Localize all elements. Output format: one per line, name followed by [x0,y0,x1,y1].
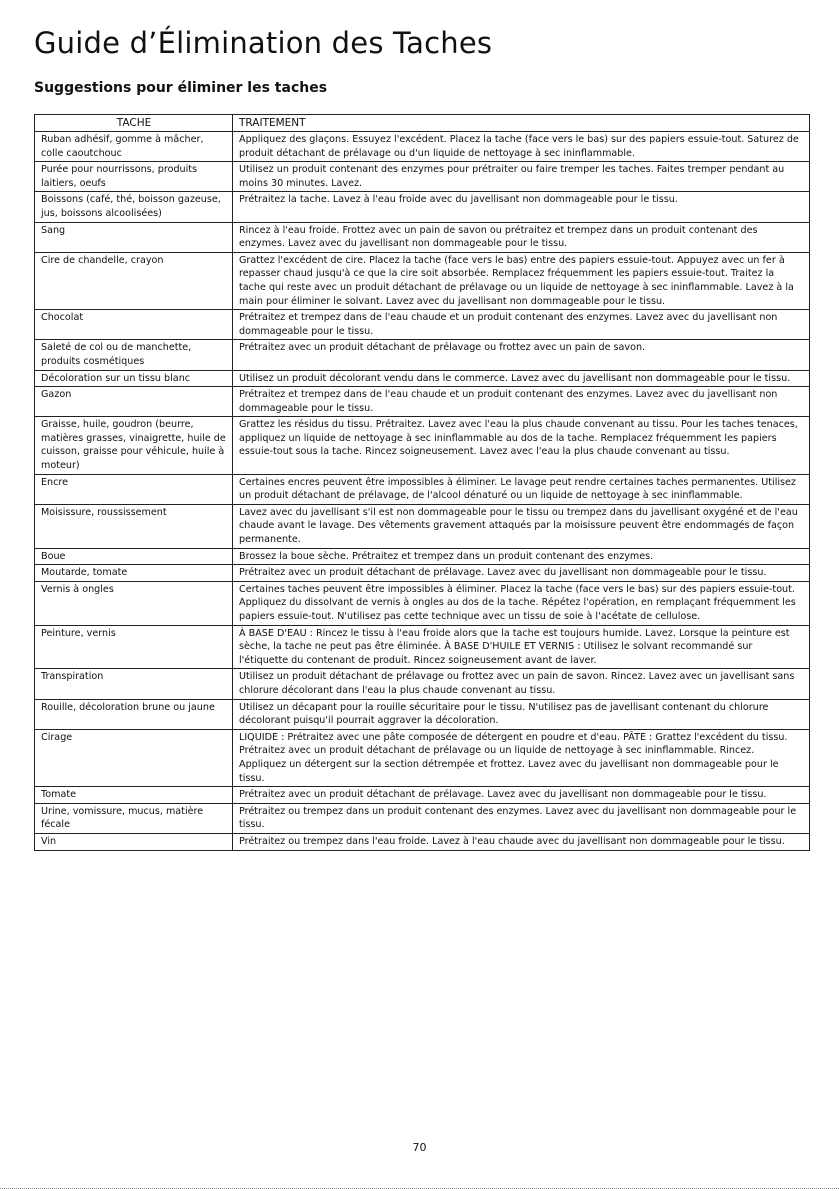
treatment-cell: Brossez la boue sèche. Prétraitez et trempez dans un produit contenant des enzymes. [233,548,810,565]
treatment-cell: Rincez à l'eau froide. Frottez avec un pain de savon ou prétraitez et trempez dans un produit contenant des enzymes. Lavez avec du javellisant non dommageable pour le tissu. [233,222,810,252]
treatment-cell: Prétraitez avec un produit détachant de prélavage. Lavez avec du javellisant non dommageable pour le tissu. [233,787,810,804]
treatment-cell: Prétraitez ou trempez dans un produit contenant des enzymes. Lavez avec du javellisant non dommageable pour le tissu. [233,803,810,833]
stain-cell: Moutarde, tomate [35,565,233,582]
table-row [35,252,810,309]
treatment-cell: Utilisez un produit détachant de prélavage ou frottez avec un pain de savon. Rincez. Lavez avec un javellisant sans chlorure décolorant dans l'eau la plus chaude convenant au tissu. [233,669,810,699]
stain-cell: Chocolat [35,310,233,340]
table-row [35,132,810,162]
treatment-cell: Utilisez un décapant pour la rouille sécuritaire pour le tissu. N'utilisez pas de javellisant contenant du chlorure décolorant puisqu'il pourrait aggraver la décoloration. [233,699,810,729]
treatment-cell: Prétraitez et trempez dans de l'eau chaude et un produit contenant des enzymes. Lavez avec du javellisant non dommageable pour le tissu. [233,387,810,417]
table-row [35,162,810,192]
stain-cell: Boue [35,548,233,565]
treatment-cell: Lavez avec du javellisant s'il est non dommageable pour le tissu ou trempez dans du javellisant oxygéné et de l'eau chaude avant le lavage. Des vêtements gravement attaqués par la moisissure peuvent être endommagés de façon permanente. [233,504,810,548]
table-row [35,803,810,833]
stain-cell: Rouille, décoloration brune ou jaune [35,699,233,729]
treatment-cell: LIQUIDE : Prétraitez avec une pâte composée de détergent en poudre et d'eau. PÂTE : Grattez l'excédent du tissu. Prétraitez avec un produit détachant de prélavage ou un liquide de nettoyage à sec ininflammable. Rincez. Appliquez un détergent sur la section détrempée et frottez. Lavez avec du javellisant non dommageable pour le tissu. [233,729,810,786]
table-row [35,504,810,548]
table-row [35,669,810,699]
table-row [35,222,810,252]
stain-cell: Encre [35,474,233,504]
treatment-cell: Prétraitez la tache. Lavez à l'eau froide avec du javellisant non dommageable pour le tissu. [233,192,810,222]
stain-cell: Purée pour nourrissons, produits laitiers, oeufs [35,162,233,192]
table-row [35,310,810,340]
treatment-cell: Prétraitez avec un produit détachant de prélavage. Lavez avec du javellisant non dommageable pour le tissu. [233,565,810,582]
stain-cell: Gazon [35,387,233,417]
treatment-cell: Prétraitez ou trempez dans l'eau froide. Lavez à l'eau chaude avec du javellisant non dommageable pour le tissu. [233,833,810,850]
stain-cell: Saleté de col ou de manchette, produits cosmétiques [35,340,233,370]
table-row [35,625,810,669]
table-row [35,833,810,850]
section-heading: Suggestions pour éliminer les taches [34,80,328,96]
stain-cell: Vin [35,833,233,850]
treatment-cell: Prétraitez avec un produit détachant de prélavage ou frottez avec un pain de savon. [233,340,810,370]
treatment-cell: Grattez les résidus du tissu. Prétraitez. Lavez avec l'eau la plus chaude convenant au tissu. Pour les taches tenaces, appliquez un liquide de nettoyage à sec ininflammable au dos de la tache. Remplacez fréquemment les papiers essuie-tout sous la tache. Rincez soigneusement. Lavez avec l'eau la plus chaude convenant au tissu. [233,417,810,474]
stain-cell: Cire de chandelle, crayon [35,252,233,309]
stain-cell: Décoloration sur un tissu blanc [35,370,233,387]
treatment-cell: Appliquez des glaçons. Essuyez l'excédent. Placez la tache (face vers le bas) sur des papiers essuie-tout. Saturez de produit détachant de prélavage ou d'un liquide de nettoyage à sec ininflammable. [233,132,810,162]
table-row [35,387,810,417]
stain-cell: Peinture, vernis [35,625,233,669]
table-row [35,370,810,387]
stain-cell: Tomate [35,787,233,804]
treatment-cell: Utilisez un produit contenant des enzymes pour prétraiter ou faire tremper les taches. Faites tremper pendant au moins 30 minutes. Lavez. [233,162,810,192]
table-body [35,132,810,851]
table-row [35,729,810,786]
stain-cell: Vernis à ongles [35,581,233,625]
stain-cell: Graisse, huile, goudron (beurre, matières grasses, vinaigrette, huile de cuisson, graisse pour véhicule, huile à moteur) [35,417,233,474]
table-header-row [35,115,810,132]
table-row [35,340,810,370]
stain-cell: Moisissure, roussissement [35,504,233,548]
table-row [35,548,810,565]
table-row [35,192,810,222]
treatment-cell: Prétraitez et trempez dans de l'eau chaude et un produit contenant des enzymes. Lavez avec du javellisant non dommageable pour le tissu. [233,310,810,340]
stain-cell: Urine, vomissure, mucus, matière fécale [35,803,233,833]
column-header-treatment: TRAITEMENT [233,115,810,132]
stain-cell: Sang [35,222,233,252]
treatment-cell: Utilisez un produit décolorant vendu dans le commerce. Lavez avec du javellisant non dommageable pour le tissu. [233,370,810,387]
stain-cell: Ruban adhésif, gomme à mâcher, colle caoutchouc [35,132,233,162]
table-row [35,565,810,582]
treatment-cell: À BASE D'EAU : Rincez le tissu à l'eau froide alors que la tache est toujours humide. Lavez. Lorsque la peinture est sèche, la tache ne peut pas être éliminée. À BASE D'HUILE ET VERNIS : Utilisez le solvant recommandé sur l'étiquette du contenant de produit. Rincez soigneusement avant de laver. [233,625,810,669]
treatment-cell: Certaines encres peuvent être impossibles à éliminer. Le lavage peut rendre certaines taches permanentes. Utilisez un produit détachant de prélavage, de l'alcool dénaturé ou un liquide de nettoyage à sec ininflammable. [233,474,810,504]
table-row [35,787,810,804]
treatment-cell: Grattez l'excédent de cire. Placez la tache (face vers le bas) entre des papiers essuie-tout. Appuyez avec un fer à repasser chaud jusqu'à ce que la cire soit absorbée. Remplacez fréquemment les papiers essuie-tout. Traitez la tache qui reste avec un produit détachant de prélavage ou un liquide de nettoyage à sec ininflammable. Lavez à la main pour éliminer le solvant. Lavez avec du javellisant non dommageable pour le tissu. [233,252,810,309]
table-row [35,581,810,625]
table-row [35,417,810,474]
table-row [35,474,810,504]
page-number: 70 [412,1141,427,1154]
page-title: Guide d’Élimination des Taches [34,26,493,60]
stain-cell: Transpiration [35,669,233,699]
stain-cell: Cirage [35,729,233,786]
stain-removal-table [34,114,810,851]
treatment-cell: Certaines taches peuvent être impossibles à éliminer. Placez la tache (face vers le bas) sur des papiers essuie-tout. Appliquez du dissolvant de vernis à ongles au dos de la tache. Répétez l'opération, en remplaçant fréquemment les papiers essuie-tout. N'utilisez pas cette technique avec un tissu de soie à l'acétate de cellulose. [233,581,810,625]
table-row [35,699,810,729]
column-header-stain: TACHE [35,115,233,132]
stain-cell: Boissons (café, thé, boisson gazeuse, jus, boissons alcoolisées) [35,192,233,222]
